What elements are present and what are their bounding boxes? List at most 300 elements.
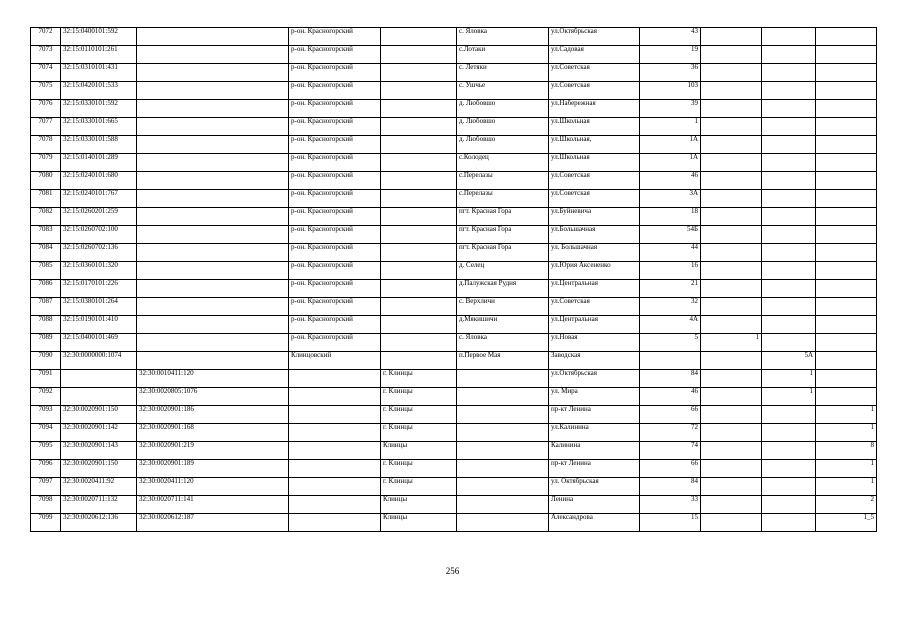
street-cell: Александрова: [549, 514, 640, 532]
room-cell: [816, 370, 877, 388]
street-cell: ул.Новая: [549, 334, 640, 352]
district-cell: р-он. Красногорский: [289, 82, 381, 100]
room-cell: [816, 190, 877, 208]
street-cell: ул. Большачная: [549, 244, 640, 262]
table-row: [31, 82, 877, 100]
row-number-cell: 7090: [31, 352, 61, 370]
row-number-cell: 7085: [31, 262, 61, 280]
table-row: [31, 190, 877, 208]
settlement-cell: [457, 496, 549, 514]
apartment-cell: [762, 496, 816, 514]
building-cell: [701, 442, 762, 460]
row-number-cell: 7074: [31, 64, 61, 82]
building-cell: [701, 118, 762, 136]
table-row: [31, 244, 877, 262]
settlement-cell: [457, 406, 549, 424]
row-number-cell: 7083: [31, 226, 61, 244]
district-cell: р-он. Красногорский: [289, 64, 381, 82]
parent-cadastral-number-cell: [137, 334, 289, 352]
city-cell: [381, 244, 457, 262]
table-row: [31, 208, 877, 226]
apartment-cell: [762, 316, 816, 334]
apartment-cell: [762, 118, 816, 136]
district-cell: [289, 442, 381, 460]
row-number-cell: 7088: [31, 316, 61, 334]
table-row: [31, 514, 877, 532]
room-cell: [816, 82, 877, 100]
city-cell: г. Клинцы: [381, 406, 457, 424]
room-cell: 1: [816, 478, 877, 496]
house-number-cell: 1А: [640, 154, 701, 172]
apartment-cell: 1: [762, 388, 816, 406]
settlement-cell: с.Лотаки: [457, 46, 549, 64]
room-cell: [816, 334, 877, 352]
building-cell: [701, 172, 762, 190]
parent-cadastral-number-cell: [137, 136, 289, 154]
cadastral-number-cell: 32:15:0190101:410: [61, 316, 137, 334]
house-number-cell: 72: [640, 424, 701, 442]
street-cell: ул.Советская: [549, 190, 640, 208]
building-cell: [701, 46, 762, 64]
street-cell: Ленина: [549, 496, 640, 514]
building-cell: [701, 388, 762, 406]
row-number-cell: 7097: [31, 478, 61, 496]
cadastral-number-cell: 32:30:0020612:136: [61, 514, 137, 532]
district-cell: р-он. Красногорский: [289, 244, 381, 262]
house-number-cell: 46: [640, 172, 701, 190]
row-number-cell: 7079: [31, 154, 61, 172]
parent-cadastral-number-cell: 32:30:0010411:120: [137, 370, 289, 388]
cadastral-number-cell: 32:15:0400101:592: [61, 28, 137, 46]
city-cell: [381, 172, 457, 190]
row-number-cell: 7084: [31, 244, 61, 262]
district-cell: [289, 370, 381, 388]
city-cell: г. Клинцы: [381, 370, 457, 388]
settlement-cell: д.Палужская Рудня: [457, 280, 549, 298]
district-cell: р-он. Красногорский: [289, 226, 381, 244]
cadastral-number-cell: 32:15:0360101:320: [61, 262, 137, 280]
page-number: 256: [445, 566, 460, 576]
settlement-cell: с.Перелазы: [457, 190, 549, 208]
table-row: [31, 28, 877, 46]
row-number-cell: 7082: [31, 208, 61, 226]
city-cell: г. Клинцы: [381, 460, 457, 478]
city-cell: Клинцы: [381, 442, 457, 460]
parent-cadastral-number-cell: 32:30:0020901:186: [137, 406, 289, 424]
street-cell: ул.Большачная: [549, 226, 640, 244]
district-cell: р-он. Красногорский: [289, 208, 381, 226]
building-cell: [701, 370, 762, 388]
table-row: [31, 172, 877, 190]
apartment-cell: [762, 244, 816, 262]
street-cell: ул.Калинина: [549, 424, 640, 442]
row-number-cell: 7076: [31, 100, 61, 118]
district-cell: [289, 496, 381, 514]
city-cell: Клинцы: [381, 496, 457, 514]
building-cell: [701, 496, 762, 514]
apartment-cell: [762, 442, 816, 460]
apartment-cell: [762, 478, 816, 496]
settlement-cell: д. Любовшо: [457, 136, 549, 154]
street-cell: ул.Юрия Аксененко: [549, 262, 640, 280]
city-cell: [381, 28, 457, 46]
street-cell: Заводская: [549, 352, 640, 370]
street-cell: пр-кт Ленина: [549, 460, 640, 478]
building-cell: [701, 478, 762, 496]
cadastral-number-cell: 32:15:0330101:592: [61, 100, 137, 118]
row-number-cell: 7078: [31, 136, 61, 154]
city-cell: [381, 226, 457, 244]
house-number-cell: 1: [640, 118, 701, 136]
row-number-cell: 7080: [31, 172, 61, 190]
room-cell: 8: [816, 442, 877, 460]
table-row: [31, 460, 877, 478]
room-cell: [816, 262, 877, 280]
table-row: [31, 262, 877, 280]
house-number-cell: 39: [640, 100, 701, 118]
building-cell: [701, 244, 762, 262]
cadastral-number-cell: [61, 388, 137, 406]
room-cell: 1: [816, 424, 877, 442]
parent-cadastral-number-cell: [137, 172, 289, 190]
house-number-cell: 103: [640, 82, 701, 100]
district-cell: [289, 388, 381, 406]
district-cell: [289, 514, 381, 532]
district-cell: р-он. Красногорский: [289, 46, 381, 64]
district-cell: [289, 424, 381, 442]
district-cell: р-он. Красногорский: [289, 136, 381, 154]
house-number-cell: 18: [640, 208, 701, 226]
building-cell: [701, 226, 762, 244]
parent-cadastral-number-cell: [137, 316, 289, 334]
parent-cadastral-number-cell: 32:30:0020411:120: [137, 478, 289, 496]
cadastral-number-cell: 32:15:0380101:264: [61, 298, 137, 316]
district-cell: р-он. Красногорский: [289, 280, 381, 298]
row-number-cell: 7095: [31, 442, 61, 460]
building-cell: [701, 82, 762, 100]
house-number-cell: 15: [640, 514, 701, 532]
room-cell: [816, 46, 877, 64]
building-cell: [701, 514, 762, 532]
city-cell: [381, 118, 457, 136]
apartment-cell: [762, 226, 816, 244]
city-cell: [381, 82, 457, 100]
parent-cadastral-number-cell: [137, 82, 289, 100]
room-cell: 1: [816, 460, 877, 478]
building-cell: [701, 406, 762, 424]
settlement-cell: д. Селец: [457, 262, 549, 280]
parent-cadastral-number-cell: [137, 208, 289, 226]
district-cell: [289, 406, 381, 424]
street-cell: пр-кт Ленина: [549, 406, 640, 424]
room-cell: [816, 226, 877, 244]
settlement-cell: с. Яловка: [457, 28, 549, 46]
settlement-cell: пгт. Красная Гора: [457, 244, 549, 262]
building-cell: [701, 352, 762, 370]
cadastral-number-cell: 32:15:0330101:665: [61, 118, 137, 136]
parent-cadastral-number-cell: 32:30:0020711:141: [137, 496, 289, 514]
room-cell: [816, 100, 877, 118]
table-row: [31, 334, 877, 352]
parent-cadastral-number-cell: [137, 190, 289, 208]
district-cell: р-он. Красногорский: [289, 316, 381, 334]
city-cell: [381, 100, 457, 118]
settlement-cell: пгт. Красная Гора: [457, 208, 549, 226]
table-row: [31, 442, 877, 460]
district-cell: р-он. Красногорский: [289, 298, 381, 316]
cadastral-number-cell: 32:30:0020901:142: [61, 424, 137, 442]
table-row: [31, 406, 877, 424]
city-cell: [381, 352, 457, 370]
house-number-cell: 74: [640, 442, 701, 460]
settlement-cell: п.Первое Мая: [457, 352, 549, 370]
district-cell: р-он. Красногорский: [289, 262, 381, 280]
registry-table: [30, 27, 877, 532]
apartment-cell: [762, 46, 816, 64]
settlement-cell: с. Верхличи: [457, 298, 549, 316]
settlement-cell: [457, 514, 549, 532]
house-number-cell: 66: [640, 460, 701, 478]
city-cell: [381, 298, 457, 316]
city-cell: [381, 334, 457, 352]
apartment-cell: [762, 406, 816, 424]
row-number-cell: 7094: [31, 424, 61, 442]
table-row: [31, 388, 877, 406]
city-cell: [381, 154, 457, 172]
settlement-cell: [457, 460, 549, 478]
house-number-cell: 1А: [640, 136, 701, 154]
parent-cadastral-number-cell: [137, 46, 289, 64]
apartment-cell: [762, 82, 816, 100]
building-cell: [701, 28, 762, 46]
room-cell: [816, 64, 877, 82]
district-cell: [289, 460, 381, 478]
building-cell: [701, 424, 762, 442]
building-cell: [701, 64, 762, 82]
cadastral-number-cell: 32:15:0260702:100: [61, 226, 137, 244]
city-cell: [381, 280, 457, 298]
district-cell: р-он. Красногорский: [289, 172, 381, 190]
table-row: [31, 316, 877, 334]
parent-cadastral-number-cell: [137, 118, 289, 136]
row-number-cell: 7092: [31, 388, 61, 406]
room-cell: [816, 280, 877, 298]
apartment-cell: [762, 424, 816, 442]
table-row: [31, 478, 877, 496]
street-cell: ул. Октябрьская: [549, 478, 640, 496]
settlement-cell: с. Ушчье: [457, 82, 549, 100]
row-number-cell: 7096: [31, 460, 61, 478]
cadastral-number-cell: 32:15:0260702:136: [61, 244, 137, 262]
settlement-cell: д. Любовшо: [457, 100, 549, 118]
house-number-cell: 46: [640, 388, 701, 406]
table-row: [31, 136, 877, 154]
city-cell: г. Клинцы: [381, 478, 457, 496]
parent-cadastral-number-cell: [137, 352, 289, 370]
row-number-cell: 7072: [31, 28, 61, 46]
room-cell: [816, 352, 877, 370]
row-number-cell: 7086: [31, 280, 61, 298]
room-cell: [816, 208, 877, 226]
cadastral-number-cell: 32:30:0020411:92: [61, 478, 137, 496]
settlement-cell: [457, 478, 549, 496]
house-number-cell: 16: [640, 262, 701, 280]
city-cell: [381, 136, 457, 154]
city-cell: г. Клинцы: [381, 424, 457, 442]
building-cell: [701, 280, 762, 298]
table-row: [31, 280, 877, 298]
apartment-cell: [762, 514, 816, 532]
house-number-cell: 3А: [640, 190, 701, 208]
city-cell: [381, 208, 457, 226]
cadastral-number-cell: 32:15:0110101:261: [61, 46, 137, 64]
row-number-cell: 7073: [31, 46, 61, 64]
room-cell: [816, 298, 877, 316]
cadastral-number-cell: 32:30:0020901:150: [61, 406, 137, 424]
room-cell: [816, 388, 877, 406]
street-cell: ул.Школьная: [549, 154, 640, 172]
cadastral-number-cell: 32:15:0310101:431: [61, 64, 137, 82]
building-cell: [701, 262, 762, 280]
apartment-cell: [762, 136, 816, 154]
row-number-cell: 7098: [31, 496, 61, 514]
settlement-cell: [457, 442, 549, 460]
cadastral-number-cell: 32:30:0000000:1074: [61, 352, 137, 370]
row-number-cell: 7089: [31, 334, 61, 352]
city-cell: [381, 316, 457, 334]
parent-cadastral-number-cell: [137, 28, 289, 46]
parent-cadastral-number-cell: [137, 226, 289, 244]
settlement-cell: пгт. Красная Гора: [457, 226, 549, 244]
house-number-cell: 4А: [640, 316, 701, 334]
parent-cadastral-number-cell: 32:30:0020901:219: [137, 442, 289, 460]
cadastral-number-cell: 32:15:0140101:289: [61, 154, 137, 172]
table-row: [31, 370, 877, 388]
parent-cadastral-number-cell: [137, 154, 289, 172]
table-row: [31, 352, 877, 370]
row-number-cell: 7099: [31, 514, 61, 532]
apartment-cell: [762, 298, 816, 316]
apartment-cell: [762, 460, 816, 478]
apartment-cell: [762, 262, 816, 280]
street-cell: ул.Центральная: [549, 316, 640, 334]
cadastral-number-cell: 32:15:0400101:469: [61, 334, 137, 352]
apartment-cell: [762, 190, 816, 208]
street-cell: Калинина: [549, 442, 640, 460]
row-number-cell: 7075: [31, 82, 61, 100]
room-cell: [816, 172, 877, 190]
settlement-cell: д. Любовшо: [457, 118, 549, 136]
apartment-cell: [762, 280, 816, 298]
district-cell: р-он. Красногорский: [289, 190, 381, 208]
street-cell: ул.Школьная,: [549, 136, 640, 154]
room-cell: [816, 244, 877, 262]
district-cell: Клинцовский: [289, 352, 381, 370]
building-cell: [701, 154, 762, 172]
table-row: [31, 424, 877, 442]
cadastral-number-cell: 32:30:0020901:143: [61, 442, 137, 460]
city-cell: [381, 262, 457, 280]
building-cell: [701, 460, 762, 478]
room-cell: [816, 136, 877, 154]
apartment-cell: [762, 172, 816, 190]
parent-cadastral-number-cell: 32:30:0020901:189: [137, 460, 289, 478]
house-number-cell: 36: [640, 64, 701, 82]
cadastral-number-cell: 32:15:0330101:588: [61, 136, 137, 154]
street-cell: ул.Советская: [549, 298, 640, 316]
cadastral-number-cell: 32:30:0020901:150: [61, 460, 137, 478]
cadastral-number-cell: 32:15:0420101:533: [61, 82, 137, 100]
building-cell: 1: [701, 334, 762, 352]
house-number-cell: 32: [640, 298, 701, 316]
settlement-cell: с. Летяки: [457, 64, 549, 82]
building-cell: [701, 190, 762, 208]
table-row: [31, 64, 877, 82]
street-cell: ул.Буйневича: [549, 208, 640, 226]
apartment-cell: [762, 154, 816, 172]
street-cell: ул.Октябрьская: [549, 28, 640, 46]
cadastral-number-cell: 32:15:0240101:680: [61, 172, 137, 190]
house-number-cell: [640, 352, 701, 370]
street-cell: ул. Мира: [549, 388, 640, 406]
house-number-cell: 43: [640, 28, 701, 46]
settlement-cell: с.Колодец: [457, 154, 549, 172]
table-row: [31, 100, 877, 118]
district-cell: р-он. Красногорский: [289, 334, 381, 352]
table-row: [31, 46, 877, 64]
row-number-cell: 7087: [31, 298, 61, 316]
street-cell: ул.Советская: [549, 64, 640, 82]
street-cell: ул.Октябрьская: [549, 370, 640, 388]
building-cell: [701, 100, 762, 118]
apartment-cell: [762, 208, 816, 226]
settlement-cell: [457, 424, 549, 442]
registry-table-body: [31, 28, 877, 532]
settlement-cell: с. Яловка: [457, 334, 549, 352]
city-cell: г. Клинцы: [381, 388, 457, 406]
city-cell: [381, 46, 457, 64]
city-cell: [381, 64, 457, 82]
settlement-cell: [457, 388, 549, 406]
house-number-cell: 21: [640, 280, 701, 298]
district-cell: р-он. Красногорский: [289, 100, 381, 118]
apartment-cell: [762, 28, 816, 46]
table-row: [31, 298, 877, 316]
cadastral-number-cell: [61, 370, 137, 388]
parent-cadastral-number-cell: [137, 244, 289, 262]
parent-cadastral-number-cell: [137, 280, 289, 298]
room-cell: [816, 28, 877, 46]
house-number-cell: 54Б: [640, 226, 701, 244]
apartment-cell: [762, 100, 816, 118]
parent-cadastral-number-cell: [137, 298, 289, 316]
city-cell: Клинцы: [381, 514, 457, 532]
parent-cadastral-number-cell: 32:30:0020901:168: [137, 424, 289, 442]
table-row: [31, 118, 877, 136]
room-cell: [816, 118, 877, 136]
street-cell: ул.Школьная: [549, 118, 640, 136]
settlement-cell: [457, 370, 549, 388]
room-cell: 1_5: [816, 514, 877, 532]
parent-cadastral-number-cell: 32:30:0020612:187: [137, 514, 289, 532]
building-cell: [701, 298, 762, 316]
district-cell: [289, 478, 381, 496]
row-number-cell: 7077: [31, 118, 61, 136]
row-number-cell: 7091: [31, 370, 61, 388]
apartment-cell: 5А: [762, 352, 816, 370]
house-number-cell: 66: [640, 406, 701, 424]
settlement-cell: д.Мякишичи: [457, 316, 549, 334]
